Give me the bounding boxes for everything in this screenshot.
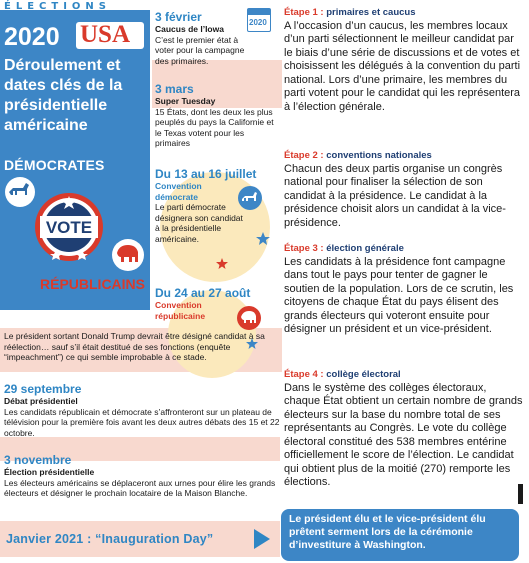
- section-kicker: ÉLECTIONS: [4, 1, 111, 9]
- democrats-label: DÉMOCRATES: [4, 157, 105, 173]
- timeline-entry: 3 novembre Élection présidentielle Les électeurs américains se déplaceront aux urnes pour élire les grands électeurs et désigner le prochain locataire de la Maison Blanche.: [4, 453, 276, 498]
- pin-marker: [518, 484, 523, 504]
- timeline-entry: Du 13 au 16 juillet Convention démocrate Le parti démocrate désignera son candidat à la présidentielle américaine.: [155, 167, 257, 244]
- timeline-entry: Du 24 au 27 août Convention républicaine: [155, 286, 251, 321]
- step-block: Étape 4 : collège électoral Dans le système des collèges électoraux, chaque État obtient un certain nombre de grands électeurs sur la base du nombre total de ses représentants au Congrès. Le vote du collège électoral constitué des 538 membres entérine officiellement le score de l’élection. Le candidat qui obtient plus de la moitié (270) remporte les élections.: [284, 369, 523, 488]
- step-block: Étape 1 : primaires et caucus A l’occasion d’un caucus, les membres locaux d’un parti sélectionnent le meilleur candidat par le biais d’une série de discussions et de votes et choisissent les délégués à la convention du parti national. Lors d’une primaire, les membres du parti votent pour le candidat qui les représentera à l’élection générale.: [284, 7, 521, 113]
- step-block: Étape 3 : élection générale Les candidats à la présidence font campagne dans tout le pays pour tenter de gagner le soutien de la population. Lors de ce scrutin, les citoyens de chaque État du pays élisent des grands électeurs qui voteront ensuite pour désigner un président et un vice-président.: [284, 243, 514, 335]
- inauguration-label: Janvier 2021 : “Inauguration Day”: [6, 532, 214, 546]
- usa-label: USA: [80, 21, 131, 48]
- trump-note: Le président sortant Donald Trump devrait être désigné candidat à sa réélection… sauf s’il était destitué de ses fonctions (enquête “impeachment”) ce qui semble improbable à ce stade.: [4, 331, 265, 362]
- star-icon: [216, 258, 228, 270]
- calendar-icon: 2020: [247, 8, 271, 32]
- final-note: Le président élu et le vice-président élu prêtent serment lors de la cérémonie d’investiture à Washington.: [289, 513, 486, 551]
- play-arrow-icon: [254, 529, 270, 549]
- timeline-entry: 3 février Caucus de l’Iowa C’est le premier état à voter pour la campagne des primaires.: [155, 10, 245, 66]
- donkey-icon: [237, 185, 263, 211]
- star-icon: [256, 232, 270, 246]
- vote-word: VOTE: [45, 218, 93, 237]
- step-block: Étape 2 : conventions nationales Chacun des deux partis organise un congrès national pour finaliser la sélection de son candidat à la présidence. Le candidat à la présidence choisit alors un candidat à la vice-présidence.: [284, 150, 506, 229]
- elephant-icon: [236, 305, 262, 331]
- timeline-entry: 3 mars Super Tuesday 15 États, dont les deux les plus peuplés du pays la Californie et le Texas votent pour les primaires: [155, 82, 274, 148]
- timeline-entry: 29 septembre Débat présidentiel Les candidats républicain et démocrate s’affronteront sur un plateau de télévision pour la première fois avant les deux autres débats des 15 et 22 octobre.: [4, 382, 280, 438]
- page-title: Déroulement et dates clés de la présidentielle américaine: [4, 57, 123, 134]
- year-label: 2020: [4, 23, 60, 51]
- vote-illustration: [0, 170, 150, 280]
- republicans-label: RÉPUBLICAINS: [40, 276, 146, 292]
